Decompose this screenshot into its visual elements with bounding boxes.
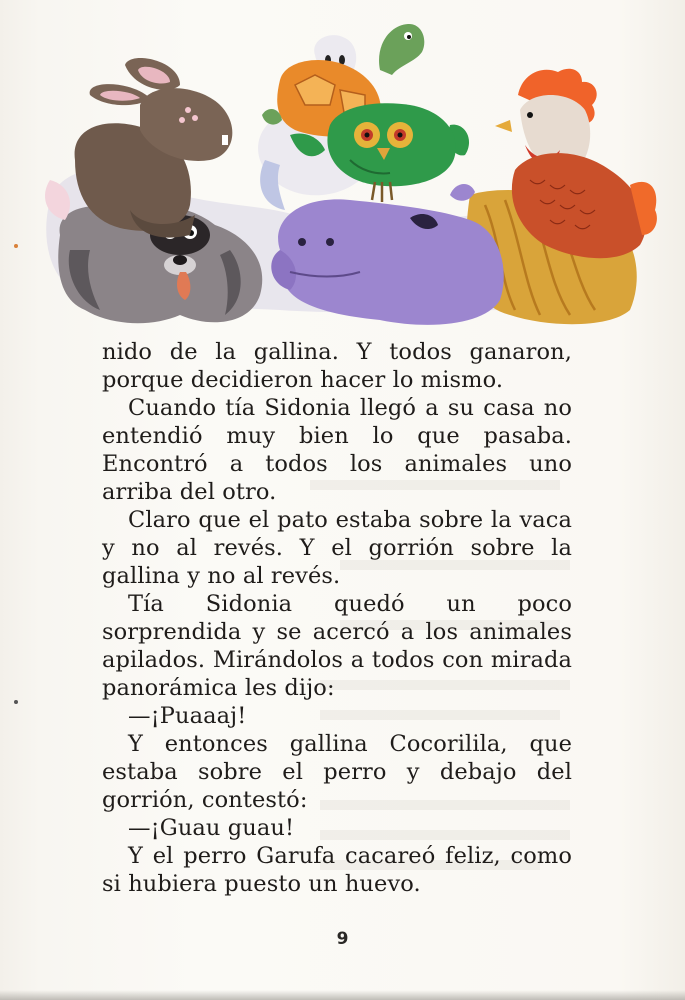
stacked-animals-illustration — [30, 10, 660, 340]
paragraph: Y entonces gallina Cocorilila, que estaba sobre el perro y debajo del gorrión, contestó: — [102, 731, 572, 813]
print-speck — [14, 244, 18, 248]
dialogue-line: —¡Guau guau! — [128, 815, 295, 841]
dialogue-line: —¡Puaaaj! — [128, 703, 247, 729]
page-number: 9 — [336, 929, 349, 949]
paragraph: Tía Sidonia quedó un poco sorprendida y se acercó a los animales apilados. Mirándolos a todos con mirada panorámica les dijo: — [102, 591, 572, 701]
print-speck — [14, 700, 18, 704]
paragraph: Claro que el pato estaba sobre la vaca y no al revés. Y el gorrión sobre la gallina y no al revés. — [102, 507, 572, 589]
story-text — [102, 338, 572, 898]
paragraph: Y el perro Garufa cacareó feliz, como si hubiera puesto un huevo. — [102, 843, 572, 897]
paragraph: Cuando tía Sidonia llegó a su casa no entendió muy bien lo que pasaba. Encontró a todos los animales uno arriba del otro. — [102, 395, 572, 505]
paragraph: nido de la gallina. Y todos ganaron, porque decidieron hacer lo mismo. — [102, 339, 572, 393]
